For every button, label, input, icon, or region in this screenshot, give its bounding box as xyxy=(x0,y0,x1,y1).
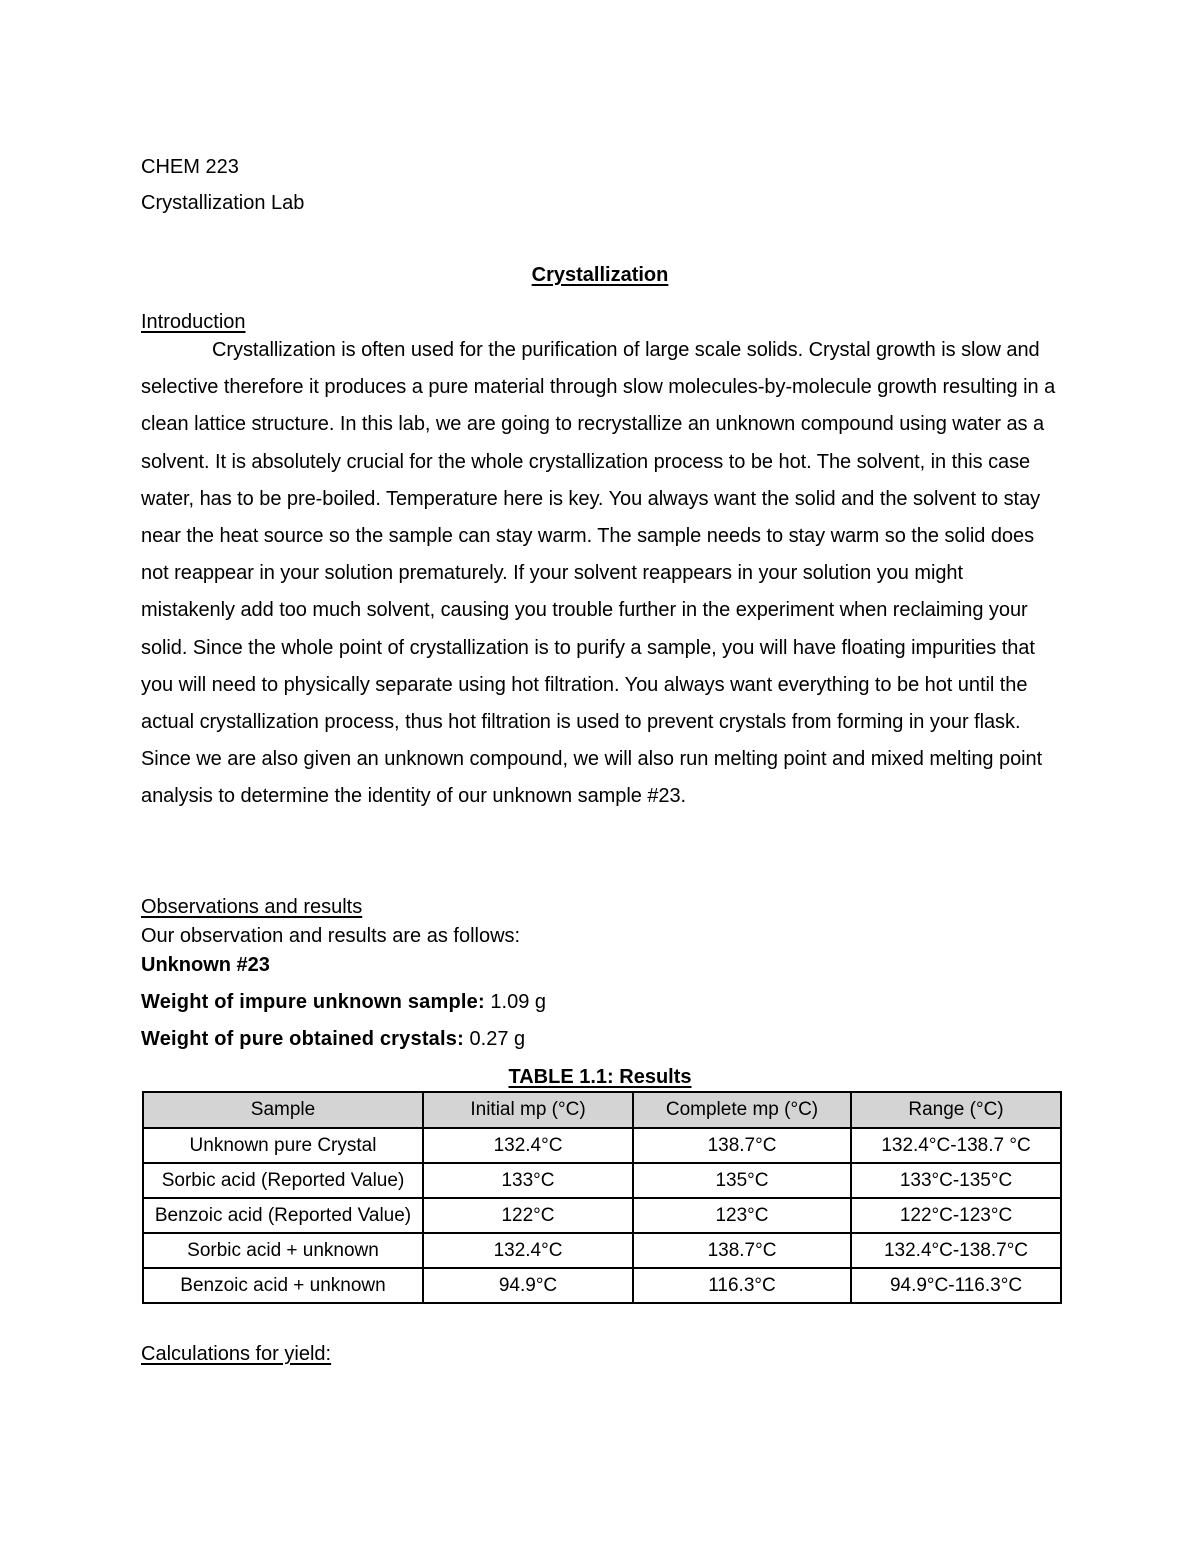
document-title-text: Crystallization xyxy=(531,264,669,286)
results-table xyxy=(142,1091,1062,1304)
observations-intro: Our observation and results are as follows: xyxy=(141,925,521,947)
course-code: CHEM 223 xyxy=(141,156,239,178)
table-header-cell: Initial mp (°C) xyxy=(423,1092,633,1128)
table-row xyxy=(143,1268,1061,1303)
table-cell: 122°C xyxy=(423,1198,633,1233)
pure-weight-label: Weight of pure obtained crystals: xyxy=(141,1028,464,1050)
table-cell: 132.4°C-138.7°C xyxy=(851,1233,1061,1268)
table-row xyxy=(143,1198,1061,1233)
impure-weight-line xyxy=(141,990,546,1014)
table-cell: Benzoic acid + unknown xyxy=(143,1268,423,1303)
table-cell: 133°C xyxy=(423,1163,633,1198)
table-cell: 132.4°C-138.7 °C xyxy=(851,1128,1061,1163)
table-header-cell: Sample xyxy=(143,1092,423,1128)
impure-weight-value: 1.09 g xyxy=(490,991,546,1013)
table-cell: 94.9°C xyxy=(423,1268,633,1303)
table-row xyxy=(143,1128,1061,1163)
table-cell: Unknown pure Crystal xyxy=(143,1128,423,1163)
table-header-cell: Complete mp (°C) xyxy=(633,1092,851,1128)
introduction-heading: Introduction xyxy=(141,311,246,333)
table-cell: Benzoic acid (Reported Value) xyxy=(143,1198,423,1233)
table-cell: 135°C xyxy=(633,1163,851,1198)
table-cell: 122°C-123°C xyxy=(851,1198,1061,1233)
table-header-cell: Range (°C) xyxy=(851,1092,1061,1128)
table-cell: 132.4°C xyxy=(423,1128,633,1163)
introduction-body: Crystallization is often used for the purification of large scale solids. Crystal growth is slow and selective therefore it produces a pure material through slow molecules-by-molecule growth resulting in a clean lattice structure. In this lab, we are going to recrystallize an unknown compound using water as a solvent. It is absolutely crucial for the whole crystallization process to be hot. The solvent, in this case water, has to be pre-boiled. Temperature here is key. You always want the solid and the solvent to stay near the heat source so the sample can stay warm. The sample needs to stay warm so the solid does not reappear in your solution prematurely. If your solvent reappears in your solution you might mistakenly add too much solvent, causing you trouble further in the experiment when reclaiming your solid. Since the whole point of crystallization is to purify a sample, you will have floating impurities that you will need to physically separate using hot filtration. You always want everything to be hot until the actual crystallization process, thus hot filtration is used to prevent crystals from forming in your flask. Since we are also given an unknown compound, we will also run melting point and mixed melting point analysis to determine the identity of our unknown sample #23. xyxy=(141,339,1056,808)
observations-heading: Observations and results xyxy=(141,896,363,918)
lab-name: Crystallization Lab xyxy=(141,192,305,214)
table-cell: 138.7°C xyxy=(633,1233,851,1268)
calculations-heading: Calculations for yield: xyxy=(141,1343,332,1365)
table-header-row xyxy=(143,1092,1061,1128)
table-cell: 123°C xyxy=(633,1198,851,1233)
table-cell: 94.9°C-116.3°C xyxy=(851,1268,1061,1303)
document-title xyxy=(0,263,1200,287)
table-row xyxy=(143,1163,1061,1198)
table-cell: Sorbic acid (Reported Value) xyxy=(143,1163,423,1198)
table-cell: 133°C-135°C xyxy=(851,1163,1061,1198)
pure-weight-line xyxy=(141,1027,525,1051)
table-cell: Sorbic acid + unknown xyxy=(143,1233,423,1268)
impure-weight-label: Weight of impure unknown sample: xyxy=(141,991,485,1013)
table-title-text: TABLE 1.1: Results xyxy=(508,1066,692,1088)
table-cell: 132.4°C xyxy=(423,1233,633,1268)
unknown-sample-label: Unknown #23 xyxy=(141,954,270,976)
table-cell: 116.3°C xyxy=(633,1268,851,1303)
table-title xyxy=(141,1065,1059,1089)
table-cell: 138.7°C xyxy=(633,1128,851,1163)
pure-weight-value: 0.27 g xyxy=(469,1028,526,1050)
table-row xyxy=(143,1233,1061,1268)
